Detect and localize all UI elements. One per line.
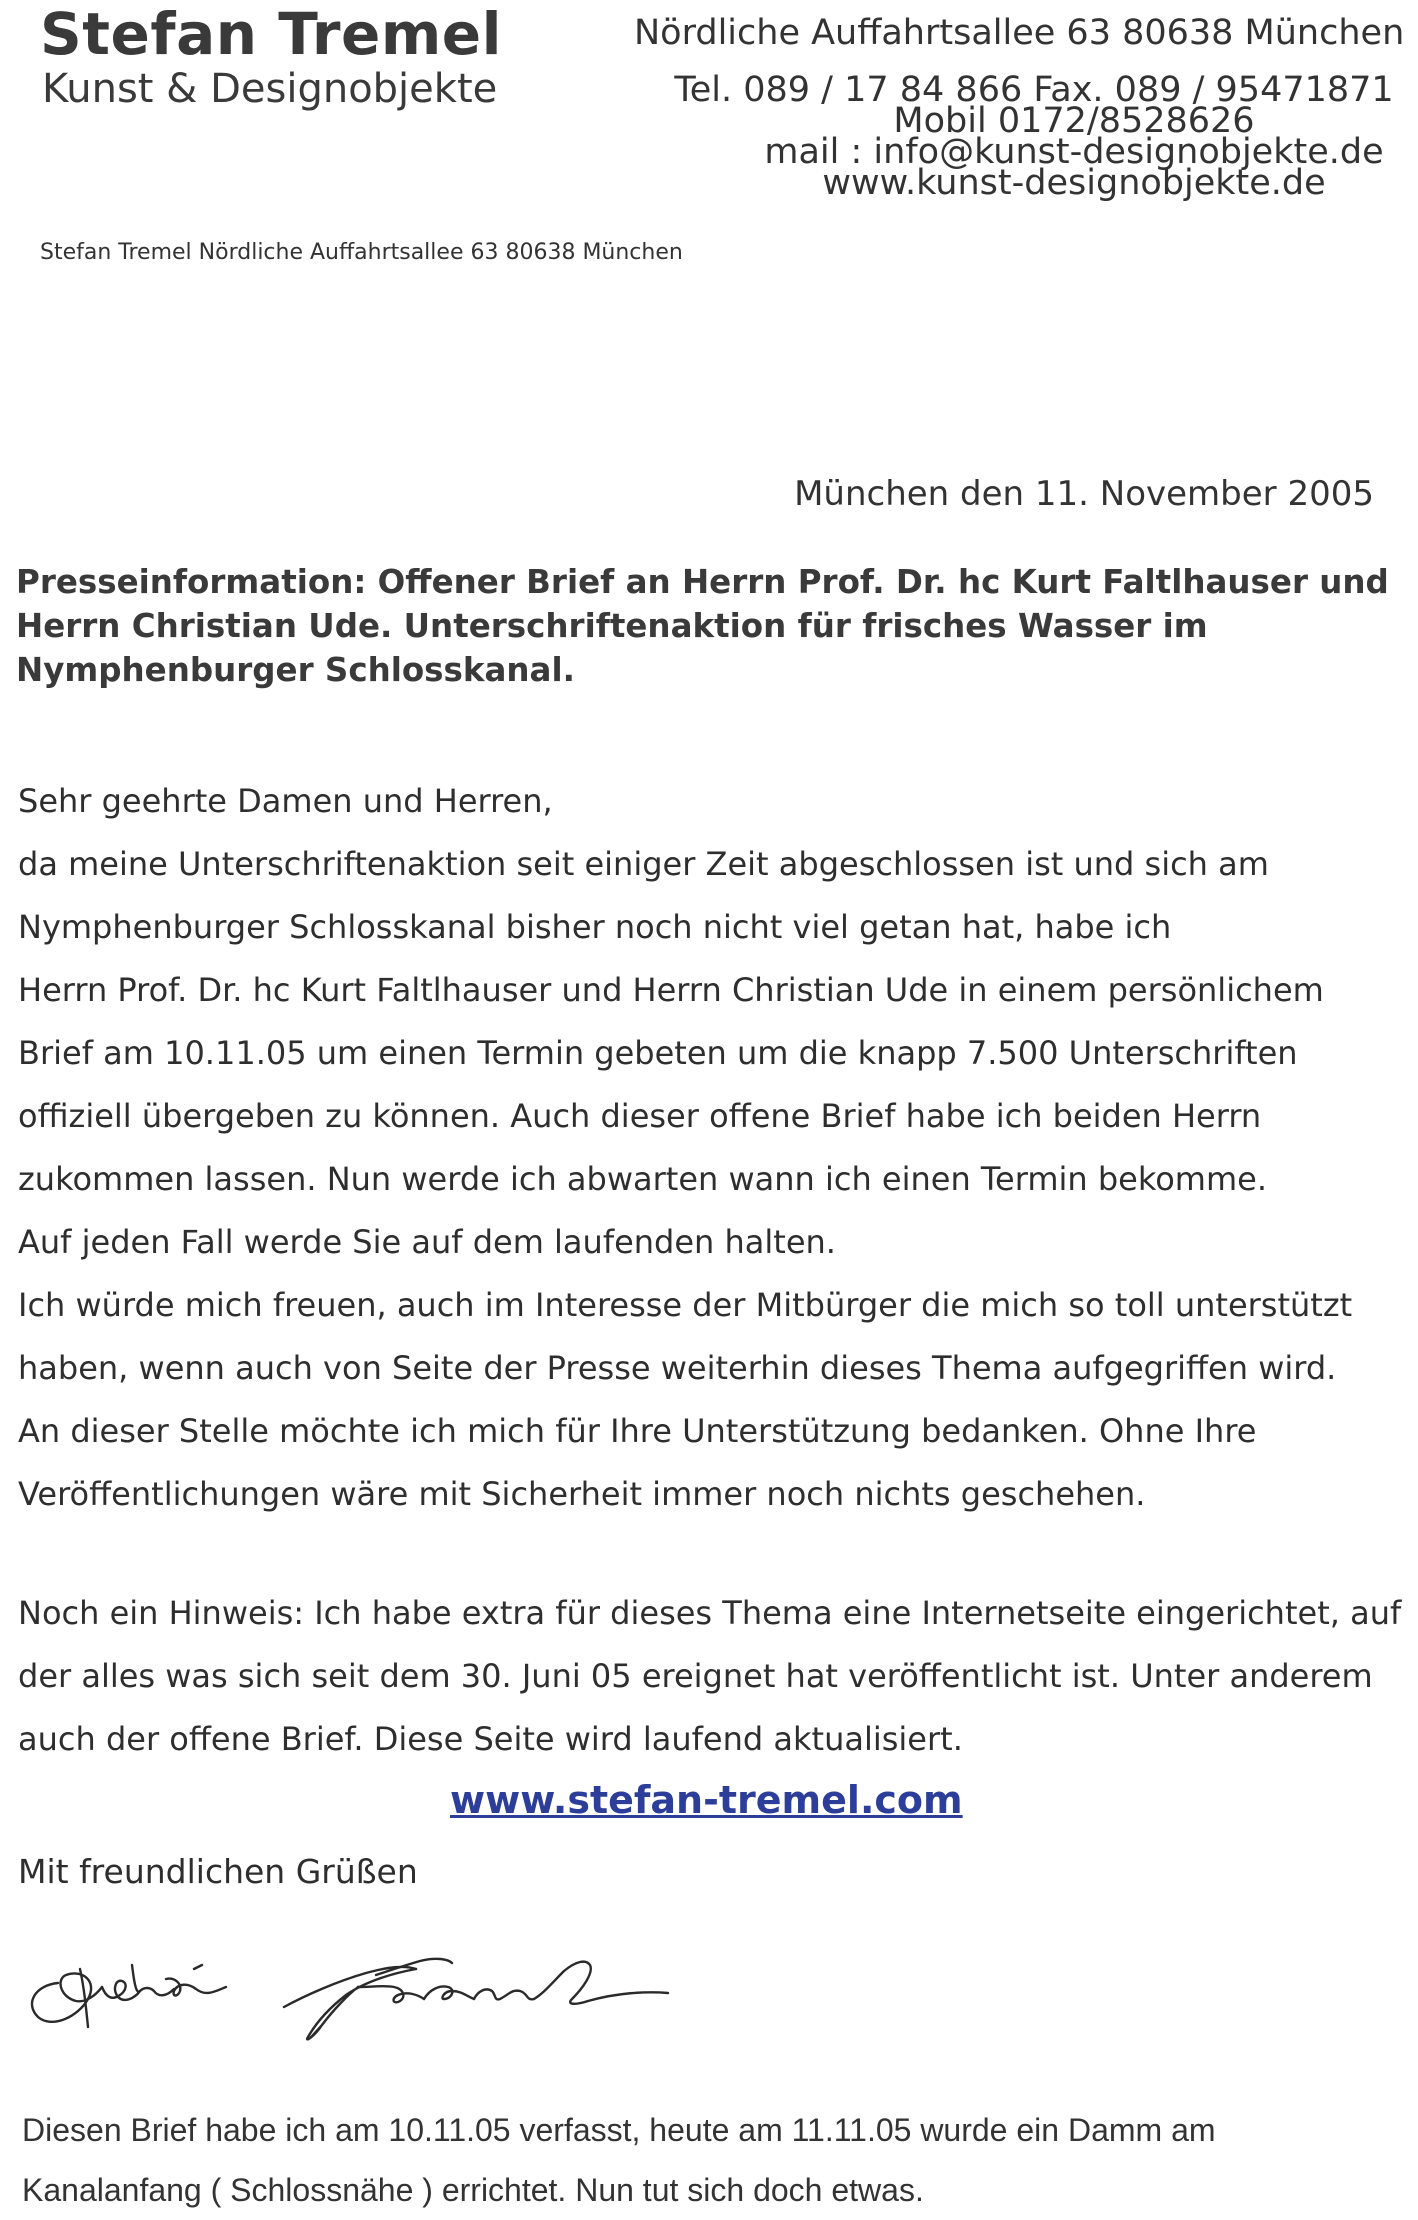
body-line: An dieser Stelle möchte ich mich für Ihre Unterstützung bedanken. Ohne Ihre (18, 1412, 1257, 1450)
postscript-line: Kanalanfang ( Schlossnähe ) errichtet. Nun tut sich doch etwas. (22, 2172, 924, 2208)
letter-date: München den 11. November 2005 (794, 474, 1374, 514)
handwritten-signature (16, 1925, 676, 2045)
body-line: Herrn Prof. Dr. hc Kurt Faltlhauser und Herrn Christian Ude in einem persönlichem (18, 971, 1324, 1009)
letterhead-mobile: Mobil 0172/8528626 (893, 101, 1255, 141)
note-line: der alles was sich seit dem 30. Juni 05 ereignet hat veröffentlicht ist. Unter anderem (18, 1657, 1373, 1695)
body-line: zukommen lassen. Nun werde ich abwarten wann ich einen Termin bekomme. (18, 1160, 1267, 1198)
letter-note (18, 1582, 1401, 1771)
postscript-line: Diesen Brief habe ich am 10.11.05 verfasst, heute am 11.11.05 wurde ein Damm am (22, 2112, 1216, 2148)
body-line: haben, wenn auch von Seite der Presse weiterhin dieses Thema aufgegriffen wird. (18, 1349, 1337, 1387)
letterhead-phone-fax: Tel. 089 / 17 84 866 Fax. 089 / 95471871 (674, 70, 1394, 110)
letter-body (18, 770, 1352, 1526)
body-line: offiziell übergeben zu können. Auch dieser offene Brief habe ich beiden Herrn (18, 1097, 1262, 1135)
note-line: auch der offene Brief. Diese Seite wird laufend aktualisiert. (18, 1720, 963, 1758)
body-line: Nymphenburger Schlosskanal bisher noch nicht viel getan hat, habe ich (18, 908, 1172, 946)
letterhead-mail: mail : info@kunst-designobjekte.de (764, 132, 1384, 172)
letterhead-name: Stefan Tremel (40, 0, 502, 68)
letterhead-subtitle: Kunst & Designobjekte (42, 66, 498, 112)
body-line: Ich würde mich freuen, auch im Interesse der Mitbürger die mich so toll unterstützt (18, 1286, 1353, 1324)
letter-subject: Presseinformation: Offener Brief an Herrn Prof. Dr. hc Kurt Faltlhauser und Herrn Christian Ude. Unterschriftenaktion für frisches Wasser im Nymphenburger Schlosskanal. (16, 563, 1389, 689)
closing-greeting: Mit freundlichen Grüßen (18, 1852, 418, 1891)
body-line: Veröffentlichungen wäre mit Sicherheit immer noch nichts geschehen. (18, 1475, 1146, 1513)
body-line: Brief am 10.11.05 um einen Termin gebeten um die knapp 7.500 Unterschriften (18, 1034, 1298, 1072)
note-line: Noch ein Hinweis: Ich habe extra für dieses Thema eine Internetseite eingerichtet, auf (18, 1594, 1402, 1632)
body-line: Auf jeden Fall werde Sie auf dem laufenden halten. (18, 1223, 836, 1261)
letterhead-contact (634, 12, 1405, 205)
body-line: da meine Unterschriftenaktion seit einiger Zeit abgeschlossen ist und sich am (18, 845, 1269, 883)
letterhead-web: www.kunst-designobjekte.de (822, 163, 1326, 203)
postscript (22, 2100, 1216, 2220)
letterhead-address: Nördliche Auffahrtsallee 63 80638 München (634, 13, 1405, 53)
sender-line: Stefan Tremel Nördliche Auffahrtsallee 63 80638 München (40, 240, 683, 265)
body-line: Sehr geehrte Damen und Herren, (18, 782, 553, 820)
website-link[interactable]: www.stefan-tremel.com (450, 1778, 963, 1822)
